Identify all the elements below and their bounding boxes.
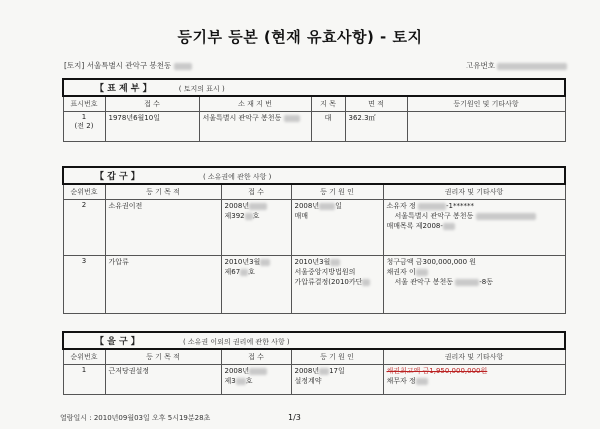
sale-list-number: 매매목록 제2008- — [386, 222, 443, 230]
row-number: 3 — [63, 256, 105, 314]
column-header: 등 기 원 인 — [291, 349, 383, 365]
received-number: 제3 — [224, 377, 236, 385]
cause-cell — [291, 365, 383, 395]
redacted-text — [497, 63, 567, 70]
debtor-label: 채무자 정 — [386, 377, 416, 385]
section-subtitle: ( 토지의 표시 ) — [178, 85, 225, 93]
column-header: 접 수 — [105, 96, 199, 112]
cause-court: 서울중앙지방법원의 — [294, 268, 356, 276]
property-location — [64, 60, 192, 71]
address-suffix: -8동 — [479, 278, 494, 286]
column-header-row — [63, 184, 565, 200]
registration-purpose: 소유권이전 — [105, 200, 221, 256]
redacted-text — [455, 279, 479, 286]
gap-section-table — [62, 166, 566, 314]
received-suffix: 호 — [248, 268, 255, 276]
redacted-text — [245, 213, 253, 220]
creditor-address: 서울 관악구 봉천동 — [394, 278, 454, 286]
table-row — [63, 256, 565, 314]
owner-label: 소유자 정 — [386, 202, 416, 210]
registration-purpose: 근저당권설정 — [105, 365, 221, 395]
column-header: 등 기 목 적 — [105, 349, 221, 365]
column-header-row — [63, 96, 565, 112]
redacted-text — [319, 203, 335, 210]
cause-text: 설정계약 — [294, 377, 322, 385]
cause-text: 가압류결정(2010카단 — [294, 278, 363, 286]
received-number: 제67 — [224, 268, 241, 276]
column-header: 표시번호 — [63, 96, 105, 112]
received-date: 2008년 — [224, 202, 250, 210]
redacted-text — [476, 213, 536, 220]
cause-cell — [291, 200, 383, 256]
cause-date: 2008년 — [294, 202, 320, 210]
section-subtitle: ( 소유권에 관한 사항 ) — [202, 173, 272, 181]
cause-date: 2008년 — [294, 367, 320, 375]
received-cell — [221, 256, 291, 314]
row-number: 2 — [63, 200, 105, 256]
max-claim-amount: 채권최고액 금1,950,000,000원 — [386, 367, 488, 375]
rights-cell — [383, 256, 565, 314]
row-number — [63, 112, 105, 142]
column-header: 권리자 및 기타사항 — [383, 184, 565, 200]
received-date: 1978년6월10일 — [105, 112, 199, 142]
section-header-row — [63, 332, 565, 349]
received-suffix: 호 — [252, 212, 260, 220]
received-date: 2008년 — [224, 367, 250, 375]
row-number-text: 1 — [81, 113, 87, 121]
cause-text: 매매 — [294, 212, 309, 220]
column-header: 순위번호 — [63, 184, 105, 200]
location-text: [토지] 서울특별시 관악구 봉천동 — [64, 61, 172, 70]
id-number: -1****** — [446, 202, 474, 210]
redacted-text — [174, 63, 192, 70]
section-header-row — [63, 79, 565, 96]
row-number: 1 — [63, 365, 105, 395]
table-row — [63, 112, 565, 142]
section-title: 【 표 제 부 】 — [95, 84, 152, 94]
column-header: 접 수 — [221, 184, 291, 200]
section-subtitle: ( 소유권 이외의 권리에 관한 사항 ) — [182, 338, 290, 346]
table-row — [63, 365, 565, 395]
document-title: 등기부 등본 (현재 유효사항) - 토지 — [177, 28, 423, 46]
column-header: 등 기 원 인 — [291, 184, 383, 200]
claim-amount: 청구금액 금300,000,000 원 — [386, 258, 477, 266]
column-header: 권리자 및 기타사항 — [383, 349, 565, 365]
redacted-text — [362, 279, 370, 286]
cause-date-suffix: 17일 — [329, 367, 345, 375]
row-number-prev: (전 2) — [74, 122, 94, 130]
creditor-label: 채권자 이 — [386, 268, 416, 276]
column-header: 면 적 — [345, 96, 407, 112]
section-title: 【 을 구 】 — [95, 337, 140, 347]
received-number: 제392 — [224, 212, 245, 220]
section-title: 【 갑 구 】 — [95, 172, 140, 182]
issued-timestamp: 열람일시 : 2010년09월03일 오후 5시19분28초 — [60, 414, 211, 422]
other-info — [407, 112, 565, 142]
address-text: 서울특별시 관악구 봉천동 — [202, 114, 282, 122]
section-header-row — [63, 167, 565, 184]
column-header-row — [63, 349, 565, 365]
cause-date: 2010년3월 — [294, 258, 331, 266]
cause-cell — [291, 256, 383, 314]
redacted-text — [249, 203, 267, 210]
column-header: 등 기 목 적 — [105, 184, 221, 200]
unique-number-label: 고유번호 — [466, 61, 495, 70]
redacted-text — [236, 378, 246, 385]
redacted-text — [330, 259, 340, 266]
land-category: 대 — [311, 112, 345, 142]
column-header: 순위번호 — [63, 349, 105, 365]
column-header: 등기원인 및 기타사항 — [407, 96, 565, 112]
redacted-text — [416, 378, 428, 385]
address-cell — [199, 112, 311, 142]
received-cell — [221, 200, 291, 256]
redacted-text — [284, 115, 300, 122]
redacted-text — [319, 368, 329, 375]
redacted-text — [443, 223, 455, 230]
eul-section-table — [62, 331, 566, 395]
redacted-text — [260, 259, 270, 266]
title-section-table — [62, 78, 566, 142]
received-date: 2010년3월 — [224, 258, 261, 266]
column-header: 소 재 지 번 — [199, 96, 311, 112]
cause-date-suffix: 일 — [335, 202, 342, 210]
received-cell — [221, 365, 291, 395]
owner-address: 서울특별시 관악구 봉천동 — [394, 212, 474, 220]
table-row — [63, 200, 565, 256]
page-number: 1/3 — [288, 413, 301, 422]
rights-cell — [383, 200, 565, 256]
land-area: 362.3㎡ — [345, 112, 407, 142]
redacted-text — [240, 269, 248, 276]
redacted-text — [418, 203, 446, 210]
redacted-text — [416, 269, 428, 276]
redacted-text — [249, 368, 267, 375]
registration-purpose: 가압류 — [105, 256, 221, 314]
received-suffix: 호 — [245, 377, 253, 385]
column-header: 지 목 — [311, 96, 345, 112]
unique-number — [466, 60, 567, 71]
column-header: 접 수 — [221, 349, 291, 365]
rights-cell — [383, 365, 565, 395]
